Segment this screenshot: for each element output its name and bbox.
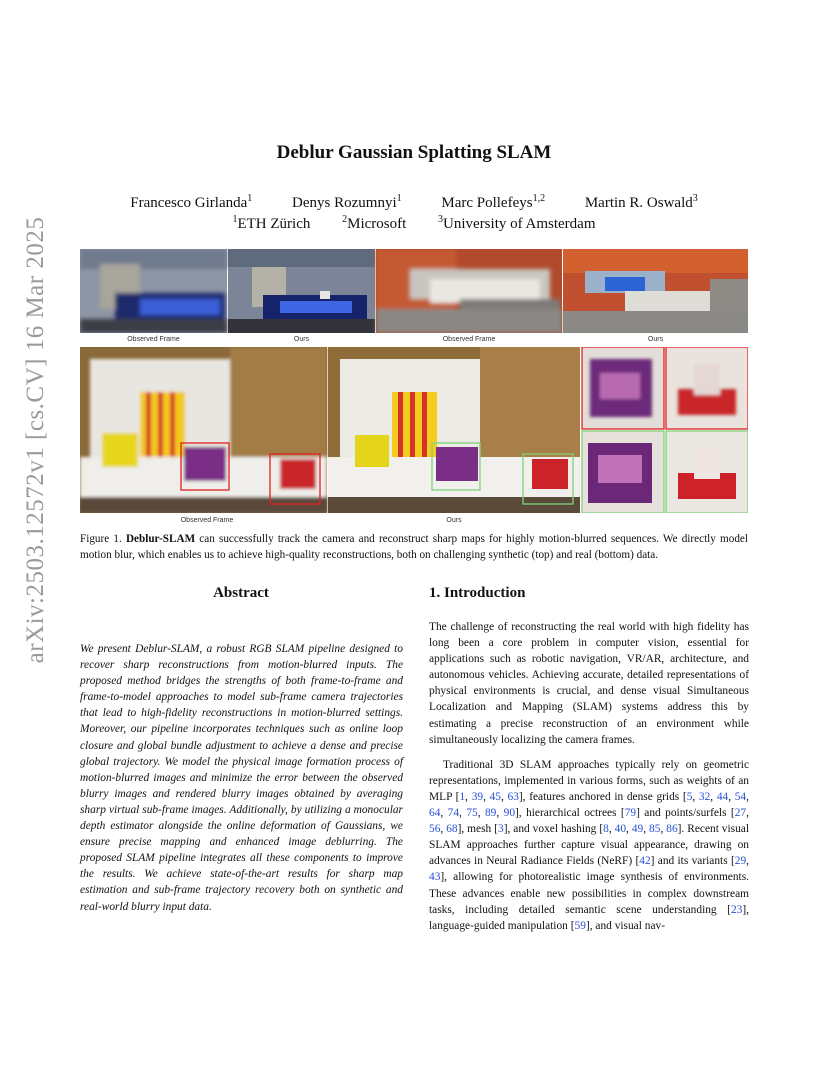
affiliation: $^2$Microsoft — [342, 214, 407, 232]
text-run: , — [746, 855, 749, 868]
bottom-label: Observed Frame — [180, 517, 234, 524]
top-row-images — [80, 249, 748, 333]
intro-paragraph-2 — [429, 757, 749, 934]
text-run: ], mesh [ — [457, 823, 498, 836]
crop-sharp-catalog — [582, 431, 664, 513]
text-run: , — [660, 823, 667, 836]
introduction-heading: 1. Introduction — [429, 585, 526, 601]
citation-link[interactable]: 44 — [716, 790, 729, 803]
text-run: , — [692, 790, 699, 803]
citation-link[interactable]: 39 — [471, 790, 484, 803]
author: Denys Rozumnyi$^1$ — [292, 193, 402, 211]
observed-frame-image-2 — [376, 249, 562, 333]
text-run: , — [440, 807, 448, 820]
ours-image-1 — [228, 249, 375, 333]
author-list — [0, 193, 828, 212]
author: Francesco Girlanda$^1$ — [130, 193, 253, 211]
teaser-figure — [80, 249, 748, 529]
ours-image-2 — [563, 249, 748, 333]
text-run: , — [459, 807, 467, 820]
citation-link[interactable]: 54 — [734, 790, 747, 803]
text-run: ] and points/surfels [ — [636, 807, 735, 820]
top-label: Ours — [647, 336, 664, 343]
bottom-row-images — [80, 347, 748, 513]
crop-blurry-catalog — [582, 347, 664, 429]
affiliation: $^3$University of Amsterdam — [438, 214, 596, 232]
observed-frame-image-1 — [80, 249, 227, 333]
author: Martin R. Oswald$^3$ — [584, 193, 698, 211]
citation-link[interactable]: 56 — [429, 823, 441, 836]
citation-link[interactable]: 1 — [459, 790, 466, 803]
paper-title: Deblur Gaussian Splatting SLAM — [276, 142, 552, 163]
affiliation: $^1$ETH Zürich — [232, 214, 311, 232]
citation-link[interactable]: 29 — [734, 855, 747, 868]
citation-link[interactable]: 42 — [639, 855, 651, 868]
citation-link[interactable]: 23 — [730, 903, 743, 916]
citation-link[interactable]: 40 — [614, 823, 627, 836]
text-run: , — [500, 790, 508, 803]
citation-link[interactable]: 90 — [503, 807, 516, 820]
introduction-text — [429, 619, 749, 934]
citation-link[interactable]: 5 — [686, 790, 693, 803]
text-run: ], and visual nav- — [585, 919, 665, 932]
observed-frame-image-3 — [80, 347, 327, 513]
ours-image-3 — [328, 347, 580, 513]
citation-link[interactable]: 8 — [603, 823, 609, 836]
author: Marc Pollefeys$^{1,2}$ — [441, 193, 546, 211]
citation-link[interactable]: 68 — [446, 823, 458, 836]
affiliation-list — [0, 214, 828, 233]
text-run: , — [626, 823, 632, 836]
text-run: ] and its variants [ — [650, 855, 735, 868]
text-run: , — [643, 823, 650, 836]
text-run: , — [710, 790, 717, 803]
text-run: , — [746, 807, 749, 820]
text-run: , — [465, 790, 472, 803]
abstract-heading: Abstract — [213, 585, 269, 601]
citation-link[interactable]: 86 — [666, 823, 678, 836]
text-run: ], features anchored in dense grids [ — [518, 790, 687, 803]
text-run: ], allowing for photorealistic image synthesis of environments. These advances enable new possibilities in complex downstream tasks, including detailed semantic scene understanding [ — [429, 871, 749, 916]
text-run: , — [440, 823, 447, 836]
abstract-text: We present Deblur-SLAM, a robust RGB SLAM pipeline designed to recover sharp reconstructions from motion-blurred inputs. The proposed method bridges the strengths of both frame-to-frame and frame-to-model approaches to model sub-frame camera trajectories that lead to high-fidelity reconstructions in motion-blurred settings. Moreover, our pipeline incorporates techniques such as online loop closure and global bundle adjustment to achieve a dense and precise global trajectory. We model the physical image formation process of motion-blurred images and minimize the error between the observed blurry images and rendered blurry images obtained by averaging sharp virtual sub-frame images. Additionally, by utilizing a monocular depth estimator alongside the online deformation of Gaussians, we ensure precise mapping and enhanced image deblurring. The proposed SLAM pipeline integrates all these components to improve the results. We achieve state-of-the-art results for sharp map estimation and sub-frame trajectory recovery both on synthetic and real-world blurry input data. — [80, 643, 403, 913]
top-label: Observed Frame — [442, 336, 496, 343]
citation-link[interactable]: 75 — [466, 807, 478, 820]
intro-paragraph-1: The challenge of reconstructing the real world with high fidelity has long been a core problem in computer vision, essential for applications such as robotic navigation, VR/AR, architecture, and autonomous vehicles. Achieving accurate, detailed representations of physical environments is crucial, and dense visual Simultaneous Localization and Mapping (SLAM) systems address this by estimating a precise reconstruction of an environment while simultaneously localizing the camera frames. — [429, 621, 749, 746]
citation-link[interactable]: 85 — [649, 823, 661, 836]
citation-link[interactable]: 59 — [574, 919, 586, 932]
text-run: , — [728, 790, 735, 803]
bottom-label: Ours — [446, 517, 462, 524]
citation-link[interactable]: 27 — [734, 807, 747, 820]
citation-link[interactable]: 74 — [447, 807, 460, 820]
citation-link[interactable]: 3 — [497, 823, 504, 836]
citation-link[interactable]: 49 — [631, 823, 644, 836]
text-run: , — [496, 807, 504, 820]
citation-link[interactable]: 64 — [429, 807, 441, 820]
citation-link[interactable]: 63 — [507, 790, 519, 803]
citation-link[interactable]: 43 — [429, 871, 441, 884]
crop-sharp-toy — [666, 431, 748, 513]
text-run: ]. Recent visual SLAM approaches further capture visual appearance, drawing on advances in Neural Radiance Fields (NeRF) [ — [429, 823, 750, 868]
citation-link[interactable]: 32 — [698, 790, 711, 803]
top-label: Observed Frame — [127, 336, 180, 343]
citation-link[interactable]: 79 — [624, 807, 637, 820]
text-run: ], language-guided manipulation [ — [429, 903, 749, 932]
text-run: , — [477, 807, 485, 820]
text-run: , — [746, 790, 749, 803]
crop-blurry-toy — [666, 347, 748, 429]
text-run: ], hierarchical octrees [ — [515, 807, 625, 820]
text-run: , — [608, 823, 615, 836]
figure-caption: Figure 1. Deblur-SLAM can successfully track the camera and reconstruct sharp maps for highly motion-blurred sequences. We directly model motion blur, which enables us to achieve high-quality reconstructions, both on challenging synthetic (top) and real (bottom) data. — [80, 533, 749, 561]
text-run: ], and voxel hashing [ — [503, 823, 604, 836]
top-label: Ours — [293, 336, 310, 343]
citation-link[interactable]: 89 — [484, 807, 497, 820]
arxiv-identifier: arXiv:2503.12572v1 [cs.CV] 16 Mar 2025 — [22, 216, 49, 664]
text-run: , — [483, 790, 490, 803]
text-run: Traditional 3D SLAM approaches typically rely on geometric representations, implemented in various forms, such as weights of an MLP [ — [429, 758, 749, 803]
citation-link[interactable]: 45 — [489, 790, 501, 803]
